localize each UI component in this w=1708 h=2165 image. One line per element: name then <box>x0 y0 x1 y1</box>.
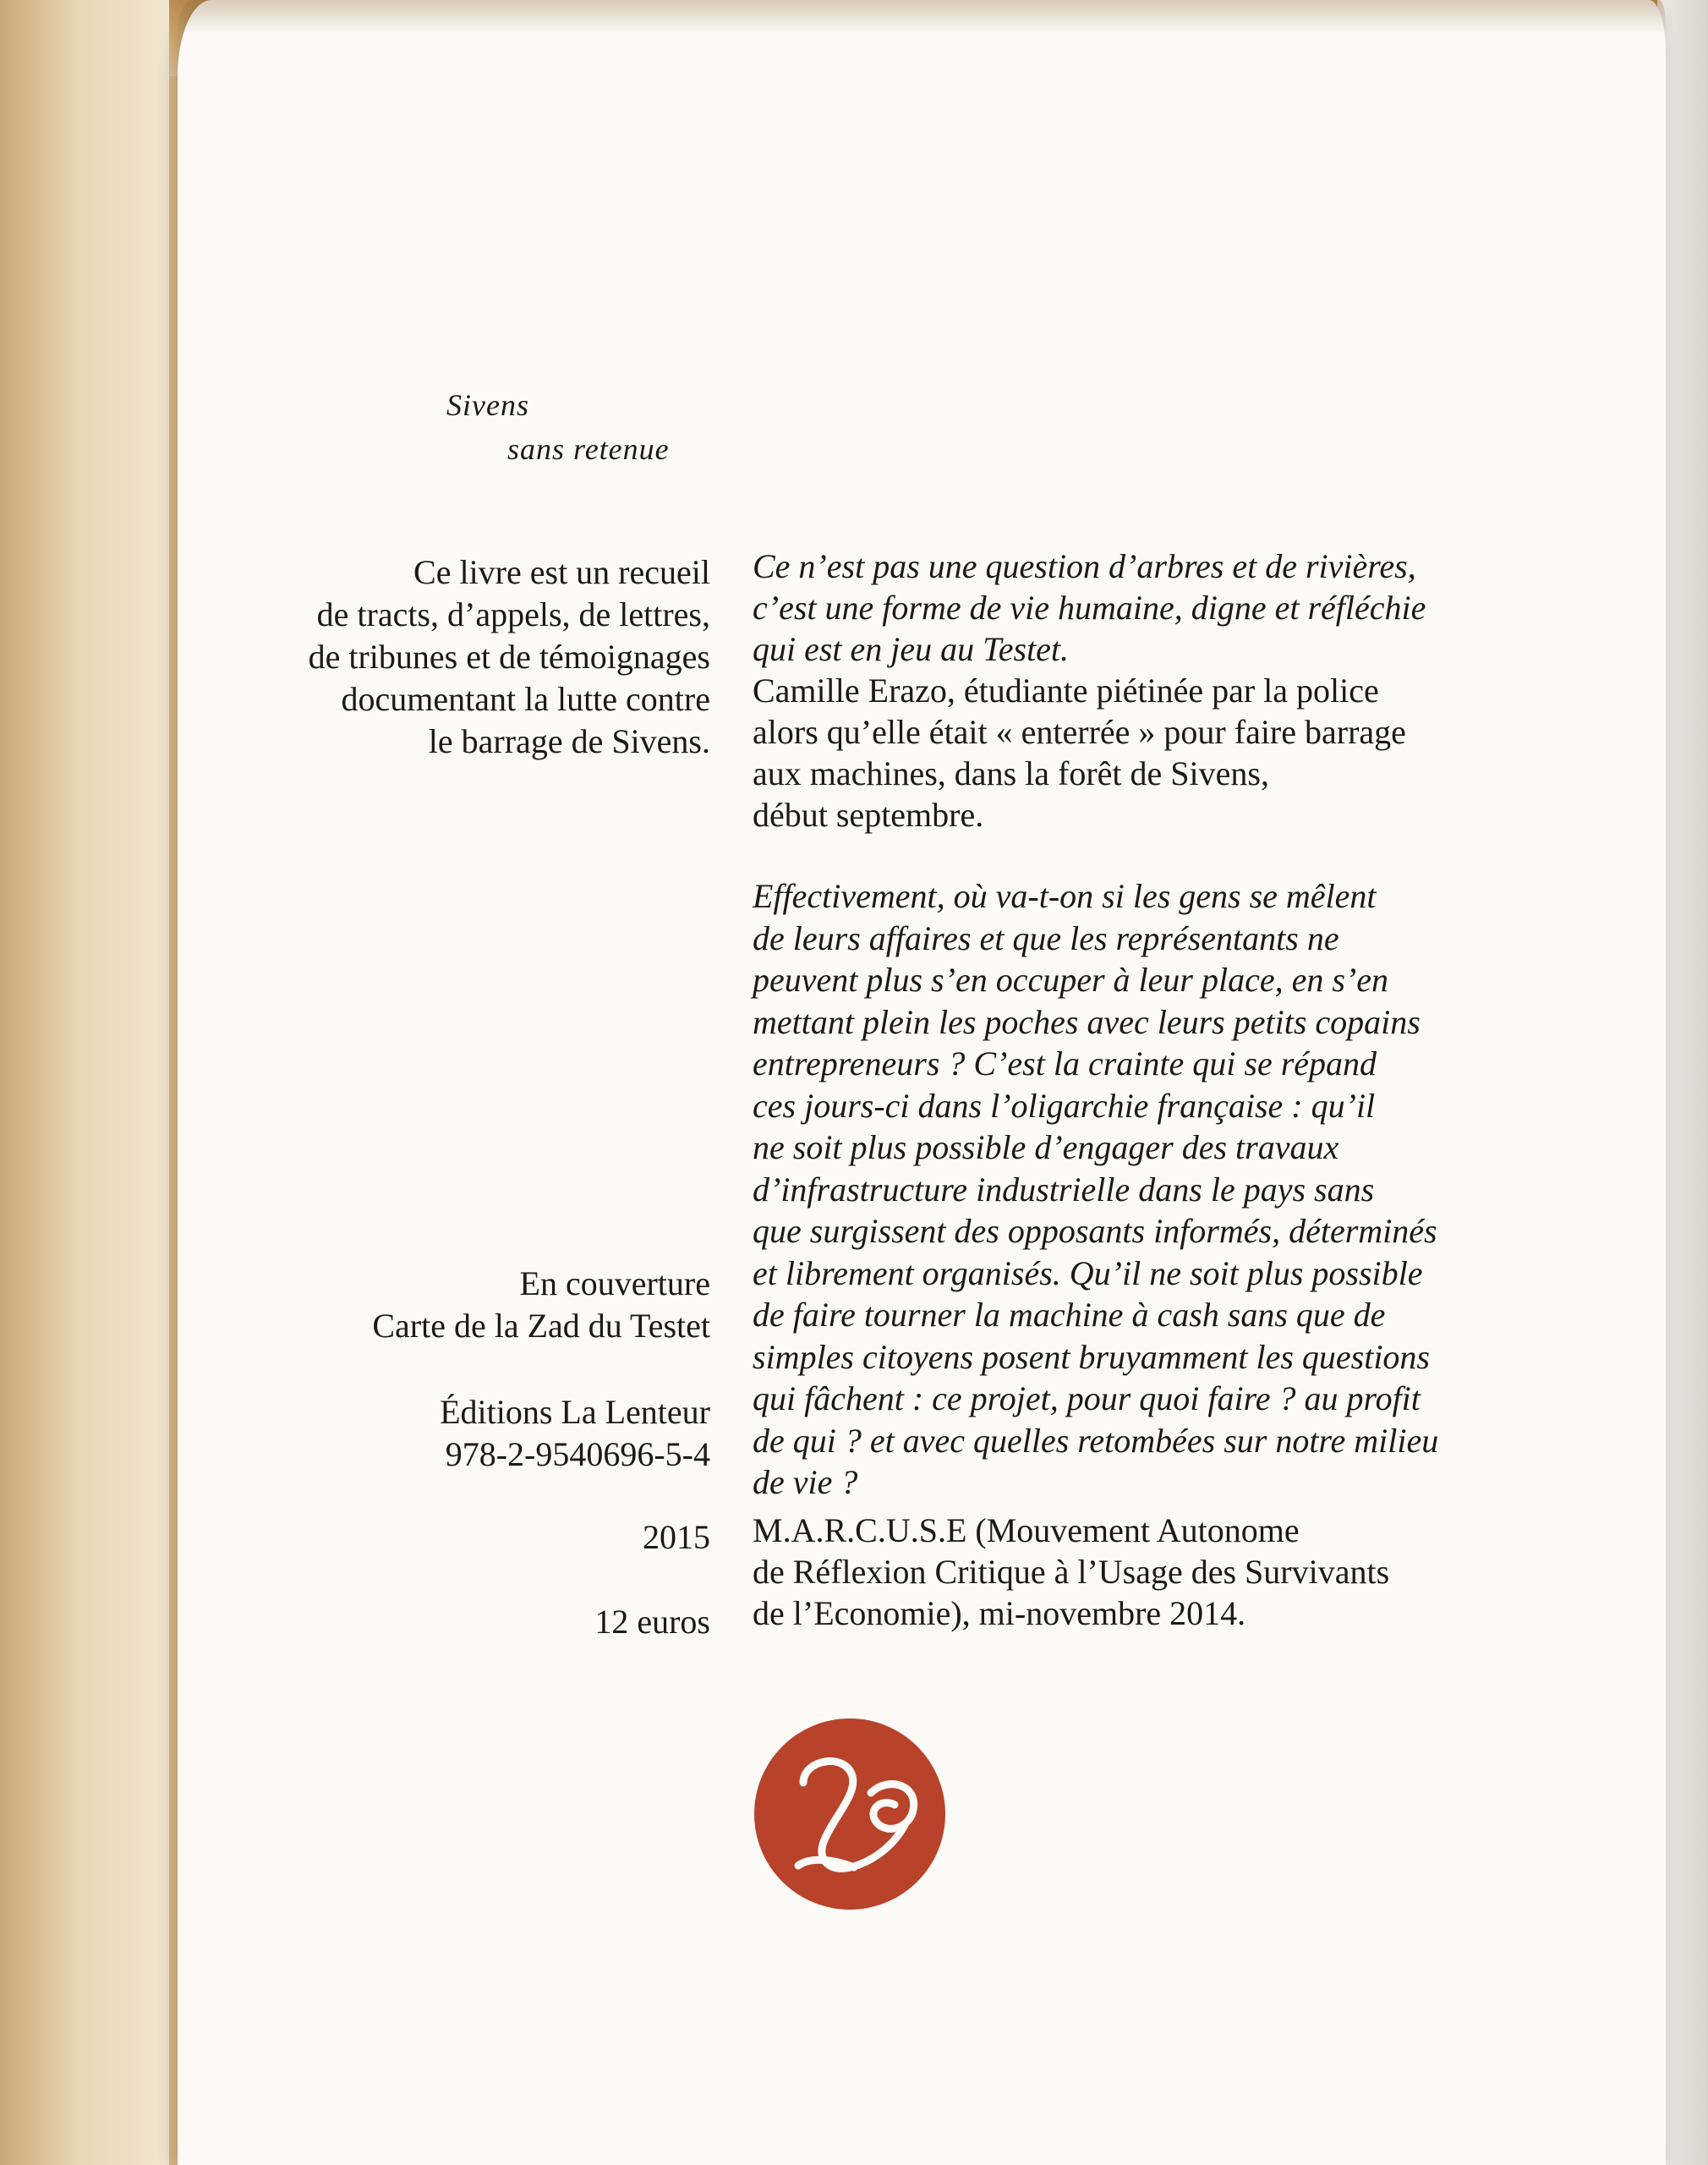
publisher-name: Éditions La Lenteur <box>440 1393 710 1431</box>
attribution-line: de l’Economie), mi-novembre 2014. <box>753 1594 1246 1632</box>
background-left <box>0 0 169 2165</box>
quote-line: c’est une forme de vie humaine, digne et réfléchie <box>753 589 1426 627</box>
quote-line: de qui ? et avec quelles retombées sur notre milieu <box>753 1421 1439 1460</box>
isbn: 978-2-9540696-5-4 <box>445 1435 710 1473</box>
book-title-line-2: sans retenue <box>507 432 670 466</box>
quote-line: d’infrastructure industrielle dans le pays sans <box>753 1170 1375 1209</box>
quote-erazo-attribution <box>753 670 1514 836</box>
attribution-line: M.A.R.C.U.S.E (Mouvement Autonome <box>753 1511 1300 1549</box>
quote-line: simples citoyens posent bruyamment les questions <box>753 1337 1430 1376</box>
attribution-line: début septembre. <box>753 796 984 834</box>
price: 12 euros <box>594 1603 710 1641</box>
quote-line: qui fâchent : ce projet, pour quoi faire ? au profit <box>753 1379 1421 1417</box>
quote-line: entrepreneurs ? C’est la crainte qui se répand <box>753 1044 1377 1082</box>
publication-year: 2015 <box>643 1518 710 1556</box>
quote-line: qui est en jeu au Testet. <box>753 630 1070 668</box>
cover-label: En couverture <box>519 1264 710 1302</box>
quote-line: de faire tourner la machine à cash sans que de <box>753 1296 1386 1334</box>
attribution-line: alors qu’elle était « enterrée » pour faire barrage <box>753 713 1406 751</box>
description-line: documentant la lutte contre <box>341 680 710 718</box>
quote-line: ne soit plus possible d’engager des travaux <box>753 1128 1339 1166</box>
la-lenteur-monogram-icon <box>753 1717 947 1911</box>
publisher-block <box>440 1391 710 1476</box>
quote-line: de vie ? <box>753 1463 858 1501</box>
quote-line: Ce n’est pas une question d’arbres et de rivières, <box>753 547 1416 585</box>
quote-erazo <box>753 545 1514 670</box>
quote-line: ces jours-ci dans l’oligarchie française : qu’il <box>753 1086 1376 1125</box>
attribution-line: Camille Erazo, étudiante piétinée par la police <box>753 671 1379 710</box>
description-line: de tracts, d’appels, de lettres, <box>316 595 710 633</box>
quote-line: et librement organisés. Qu’il ne soit plus possible <box>753 1253 1423 1292</box>
quote-line: que surgissent des opposants informés, déterminés <box>753 1212 1437 1250</box>
quote-line: mettant plein les poches avec leurs petits copains <box>753 1002 1421 1041</box>
book-page <box>178 0 1666 2165</box>
attribution-line: de Réflexion Critique à l’Usage des Survivants <box>753 1553 1390 1591</box>
book-title-line-1: Sivens <box>446 388 529 422</box>
description-line: le barrage de Sivens. <box>428 722 710 760</box>
book-description <box>309 551 710 763</box>
cover-value: Carte de la Zad du Testet <box>372 1307 710 1345</box>
quote-marcuse-attribution <box>753 1510 1514 1634</box>
description-line: de tribunes et de témoignages <box>308 638 710 676</box>
quote-marcuse <box>753 875 1514 1504</box>
quote-line: Effectivement, où va-t-on si les gens se mêlent <box>753 877 1377 915</box>
quote-line: peuvent plus s’en occuper à leur place, en s’en <box>753 961 1388 999</box>
description-line: Ce livre est un recueil <box>413 553 710 591</box>
quote-line: de leurs affaires et que les représentants ne <box>753 918 1339 957</box>
cover-credit <box>372 1263 710 1347</box>
attribution-line: aux machines, dans la forêt de Sivens, <box>753 754 1269 792</box>
